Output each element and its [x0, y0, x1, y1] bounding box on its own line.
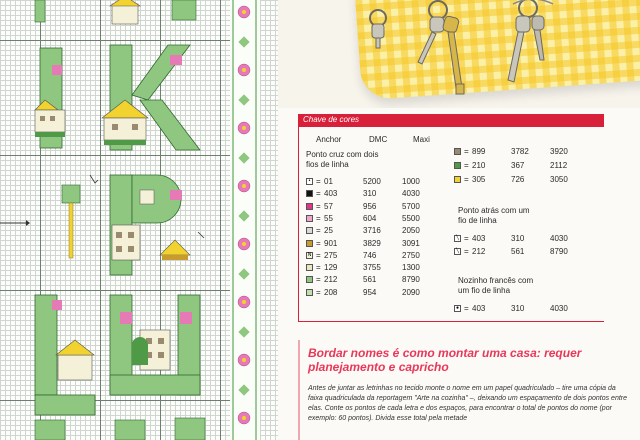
anchor-number: 403 — [324, 189, 338, 199]
flower-border — [230, 0, 260, 440]
color-swatch-icon: ╲ — [455, 235, 459, 241]
equals-sign: = — [316, 275, 321, 285]
anchor-number: 01 — [324, 177, 333, 186]
color-key-panel — [298, 114, 604, 322]
section-cross-stitch-line2: fios de linha — [306, 160, 349, 169]
dmc-number: 310 — [511, 234, 525, 243]
maxi-number: 5700 — [402, 201, 420, 211]
equals-sign: = — [464, 304, 469, 313]
section-cross-stitch — [306, 150, 378, 170]
maxi-number: 2750 — [402, 250, 420, 260]
maxi-number: 1300 — [402, 263, 420, 273]
maxi-number: 2090 — [402, 287, 420, 297]
equals-sign: = — [316, 189, 321, 199]
article-body: Antes de juntar as letrinhas no tecido monte o nome em um papel quadriculado – tire uma cópia da faixa quadriculada da reportagem "Arte na cozinha" –, deixando um espaçamento de dois pontos entre elas. Conte os pontos de cada letra e dos espaços, para encontrar o total de pontos do nome (por exemplo: 60 pontos). Divida esse total pela metade — [308, 385, 628, 422]
maxi-number: 4030 — [550, 304, 568, 313]
dmc-number: 746 — [363, 250, 377, 260]
maxi-number: 3920 — [550, 147, 568, 156]
color-swatch-icon — [306, 289, 313, 296]
color-swatch-icon: ╲ — [455, 248, 459, 254]
equals-sign: = — [316, 177, 321, 186]
dmc-number: 367 — [511, 161, 525, 170]
anchor-number: 212 — [324, 275, 338, 285]
dmc-number: 3716 — [363, 226, 381, 236]
maxi-number: 2050 — [402, 226, 420, 236]
color-swatch-icon — [454, 148, 461, 155]
equals-sign: = — [316, 287, 321, 297]
color-swatch-icon — [454, 176, 461, 183]
section-backstitch — [458, 206, 530, 226]
section-french-knot — [458, 276, 533, 296]
stitched-motifs — [0, 0, 230, 440]
dmc-number: 310 — [511, 304, 525, 313]
equals-sign: = — [316, 238, 321, 248]
equals-sign: = — [464, 247, 469, 256]
dmc-number: 956 — [363, 201, 377, 211]
anchor-number: 403 — [472, 304, 486, 313]
color-key-header: Chave de cores — [298, 114, 604, 127]
maxi-number: 8790 — [550, 247, 568, 256]
keys-icon — [278, 0, 640, 108]
dmc-number: 3755 — [363, 263, 381, 273]
maxi-number: 2112 — [550, 161, 568, 170]
column-dmc: DMC — [369, 135, 388, 144]
section-backstitch-line2: fio de linha — [458, 216, 497, 225]
anchor-number: 129 — [324, 263, 338, 273]
dmc-number: 954 — [363, 287, 377, 297]
cross-stitch-chart — [0, 0, 278, 440]
equals-sign: = — [316, 250, 321, 260]
maxi-number: 3091 — [402, 238, 420, 248]
section-french-knot-line2: um fio de linha — [458, 286, 511, 295]
color-swatch-icon — [306, 215, 313, 222]
dmc-number: 5200 — [363, 177, 381, 186]
anchor-number: 57 — [324, 201, 333, 211]
anchor-number: 275 — [324, 250, 338, 260]
anchor-number: 55 — [324, 213, 333, 223]
anchor-number: 901 — [324, 238, 338, 248]
equals-sign: = — [464, 234, 469, 243]
column-anchor: Anchor — [316, 135, 342, 144]
anchor-number: 899 — [472, 147, 486, 156]
equals-sign: = — [464, 161, 469, 170]
color-swatch-icon — [306, 190, 313, 197]
anchor-number: 25 — [324, 226, 333, 236]
equals-sign: = — [316, 201, 321, 211]
article-title: Bordar nomes é como montar uma casa: requer planejamento e capricho — [308, 346, 582, 374]
anchor-number: 305 — [472, 175, 486, 184]
anchor-number: 210 — [472, 161, 486, 170]
dmc-number: 561 — [363, 275, 377, 285]
color-swatch-icon — [306, 264, 313, 271]
maxi-number: 8790 — [402, 275, 420, 285]
anchor-number: 208 — [324, 287, 338, 297]
color-swatch-icon: • — [306, 178, 313, 185]
anchor-number: 212 — [472, 247, 486, 256]
equals-sign: = — [316, 226, 321, 236]
column-maxi: Maxi — [413, 135, 430, 144]
dmc-number: 3829 — [363, 238, 381, 248]
equals-sign: = — [464, 175, 469, 184]
color-swatch-icon — [306, 203, 313, 210]
color-swatch-icon — [306, 227, 313, 234]
article-accent-bar — [298, 340, 300, 440]
dmc-number: 561 — [511, 247, 525, 256]
maxi-number: 3050 — [550, 175, 568, 184]
equals-sign: = — [316, 213, 321, 223]
color-swatch-icon — [306, 276, 313, 283]
dmc-number: 604 — [363, 213, 377, 223]
section-french-knot-line1: Nozinho francês com — [458, 276, 534, 285]
maxi-number: 4030 — [550, 234, 568, 243]
equals-sign: = — [464, 147, 469, 156]
equals-sign: = — [316, 263, 321, 273]
color-swatch-icon: ● — [455, 305, 460, 311]
color-swatch-icon — [306, 240, 313, 247]
color-swatch-icon: N — [307, 251, 312, 258]
anchor-number: 403 — [472, 234, 486, 243]
dmc-number: 310 — [363, 189, 377, 199]
color-swatch-icon — [454, 162, 461, 169]
dmc-number: 726 — [511, 175, 525, 184]
maxi-number: 4030 — [402, 189, 420, 199]
section-cross-stitch-line1: Ponto cruz com dois — [306, 150, 379, 159]
maxi-number: 5500 — [402, 213, 420, 223]
section-backstitch-line1: Ponto atrás com um — [458, 206, 530, 215]
keys-photo — [278, 0, 640, 108]
flower-border-motif — [230, 0, 260, 440]
dmc-number: 3782 — [511, 147, 529, 156]
maxi-number: 1000 — [402, 177, 420, 186]
